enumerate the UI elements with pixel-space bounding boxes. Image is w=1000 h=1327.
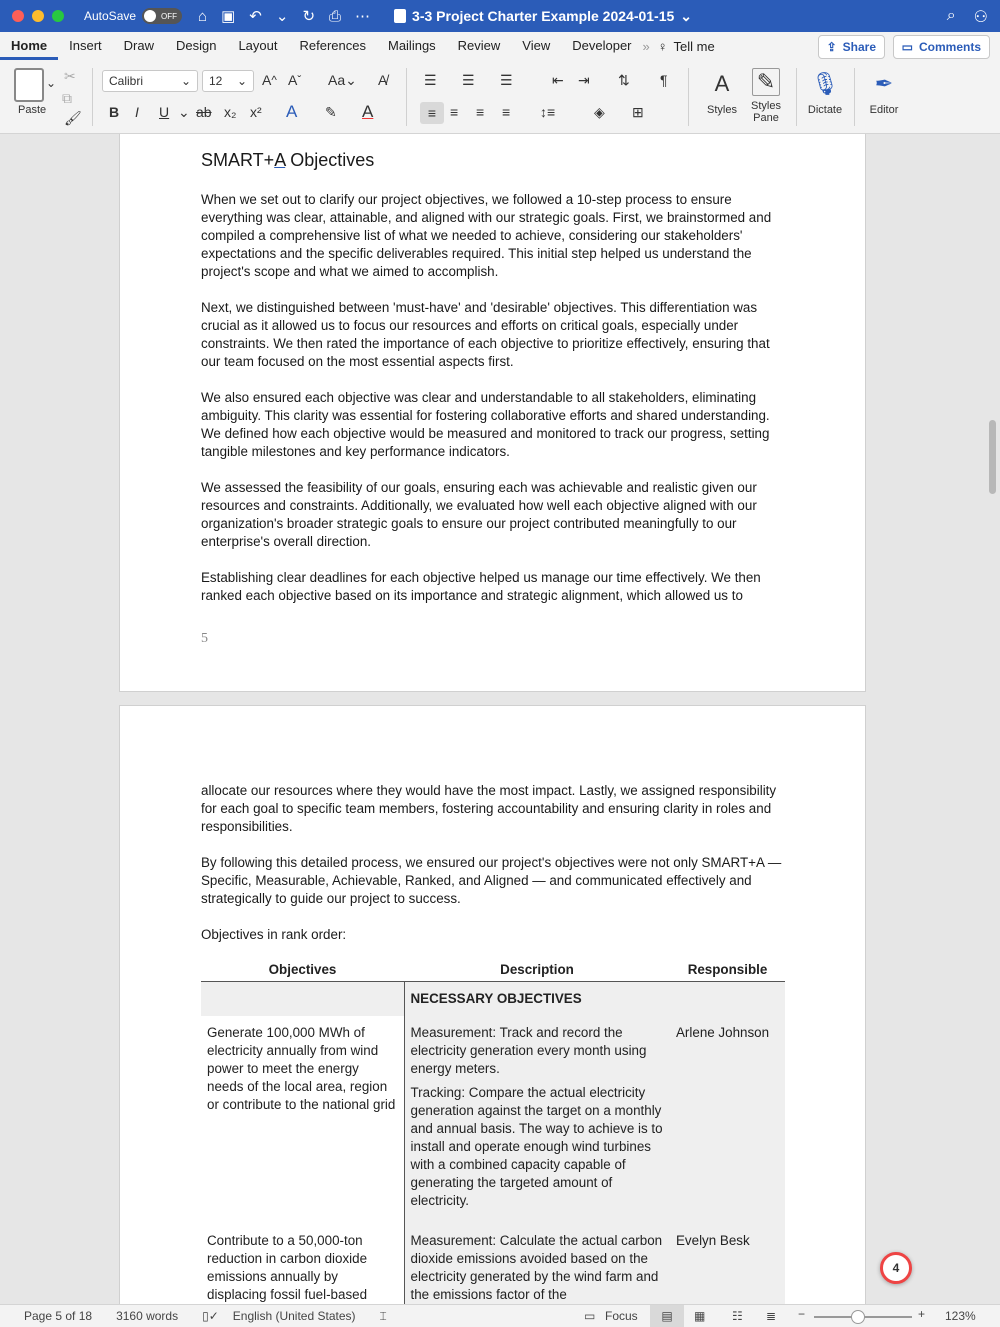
shrink-font-icon[interactable]: A ˇ [288,72,302,88]
tab-insert[interactable]: Insert [69,38,102,53]
zoom-slider-handle[interactable] [851,1310,865,1324]
page-number: 5 [201,631,208,646]
paragraph: Next, we distinguished between 'must-have' and 'desirable' objectives. This differentiation was crucial as it allowed us to focus our resources and efforts on critical goals, especially under constraints. We then rated the importance of each objective to prioritize effectively, ensuring that our team focused on the most essential aspects first. [201,300,770,369]
justify-icon[interactable]: ≡ [502,104,511,120]
increase-indent-icon[interactable]: ⇥ [578,72,590,88]
window-controls [12,10,64,22]
styles-pane-label: Styles Pane [751,100,781,124]
format-painter-icon[interactable]: 🖌 [64,110,82,126]
tab-home[interactable]: Home [0,32,58,60]
status-bar [0,1304,1000,1327]
objectives-table[interactable] [201,959,785,1304]
tell-me-label: Tell me [673,38,715,54]
focus-icon[interactable]: ▭ [584,1309,596,1323]
tab-view[interactable]: View [522,38,551,53]
table-row [201,1016,785,1224]
section-label[interactable]: NECESSARY OBJECTIVES [404,982,670,1017]
responsible-cell[interactable]: Evelyn Besk [670,1224,785,1304]
paragraph: We assessed the feasibility of our goals, ensuring each was achievable and realistic given our resources and constraints. Additionally, we evaluated how well each objective aligned with our organization's broader strategic goals to ensure our project contributed meaningfully to our enterprise's overall direction. [201,480,757,549]
font-name-value: Calibri [109,74,144,88]
section-heading [201,150,374,171]
strikethrough-icon[interactable]: ab [196,104,212,120]
styles-pane-icon: ✎ [752,68,780,96]
page-5[interactable] [119,134,866,692]
change-case-icon[interactable]: Aa⌄ [328,72,357,88]
font-size-select[interactable] [202,70,254,92]
search-icon[interactable]: ⌕ [946,7,956,24]
page-6[interactable] [119,705,866,1304]
shading-icon[interactable]: ◈ [594,104,605,120]
description-text: Measurement: Calculate the actual carbon dioxide emissions avoided based on the electricity generated by the wind farm and the emissions factor of the [410,1233,663,1302]
table-section-row [201,982,785,1017]
editor-label: Editor [869,104,899,116]
comments-label: Comments [918,40,981,54]
align-left-icon[interactable]: ≡ [420,102,444,124]
heading-part: Objectives [285,150,375,170]
more-icon[interactable]: ⋯ [355,8,371,25]
paragraph: Objectives in rank order: [201,927,347,942]
zoom-in-icon[interactable]: + [918,1307,926,1321]
highlight-icon[interactable]: ✎ [325,104,337,120]
objective-cell[interactable]: Generate 100,000 MWh of electricity annually from wind power to meet the energy needs of the local area, region or contribute to the national grid [201,1016,404,1224]
styles-label: Styles [707,104,737,116]
undo-icon[interactable]: ↶ [249,8,262,25]
more-tabs-icon[interactable]: » [642,38,650,54]
share-label: Share [842,40,876,54]
autosave-state: OFF [161,11,178,21]
description-text: Measurement: Track and record the electricity generation every month using energy meters. [410,1025,647,1076]
chevron-down-icon: ⌄ [180,74,191,88]
table-header: Objectives [201,959,404,982]
close-window-button[interactable] [12,10,24,22]
minimize-window-button[interactable] [32,10,44,22]
redo-icon[interactable]: ↻ [302,8,316,25]
chevron-down-icon: ⌄ [236,74,247,88]
page-count[interactable]: Page 5 of 18 [24,1309,93,1323]
description-text: Tracking: Compare the actual electricity generation against the target on a monthly and annual basis. The way to achieve is to install and operate enough wind turbines with a combined capacity capable of generating the targeted amount of electricity. [410,1085,663,1208]
table-cell[interactable] [201,982,404,1017]
align-center-icon[interactable]: ≡ [450,104,459,120]
clear-formatting-icon[interactable]: A̸ [378,72,388,88]
autosave-control [84,8,182,24]
proofing-icon[interactable]: ▯✓ [202,1309,219,1323]
tab-developer[interactable]: Developer [572,38,632,53]
paragraph: Establishing clear deadlines for each objective helped us manage our time effectively. We then ranked each objective based on its importance and strategic alignment, which allowed us to [201,570,761,603]
accessibility-icon[interactable]: ⌶ [379,1308,387,1323]
outline-view-icon[interactable]: ☷ [732,1309,743,1323]
font-color-icon[interactable]: A [362,102,374,121]
heading-part: A [274,150,286,170]
text-effects-icon[interactable]: A [286,102,298,121]
comments-button[interactable] [893,35,990,59]
document-title[interactable] [394,8,692,25]
print-icon[interactable]: ⎙ [329,7,342,25]
save-icon[interactable]: ▣ [221,8,236,25]
lightbulb-icon: ♀ [657,38,668,54]
align-right-icon[interactable]: ≡ [476,104,485,120]
underline-icon[interactable]: U [159,104,170,120]
ribbon-tabs [0,32,1000,60]
title-bar [0,0,1000,32]
autosave-label: AutoSave [84,9,137,23]
styles-icon: A [714,71,730,96]
table-header: Responsible [670,959,785,982]
decrease-indent-icon[interactable]: ⇤ [552,72,564,88]
numbering-icon[interactable]: ☰ [462,72,475,88]
print-layout-icon[interactable]: ▤ [650,1305,684,1327]
focus-label[interactable]: Focus [605,1309,638,1323]
tab-review[interactable]: Review [457,38,501,53]
paragraph: By following this detailed process, we ensured our project's objectives were not only SMART+A — Specific, Measurable, Achievable, Ranked, and Aligned — and communicated effectively and strategically to guide our project to success. [201,855,782,906]
sort-icon[interactable]: ⇅ [618,72,630,88]
share-button[interactable] [818,35,885,59]
comment-icon: ▭ [901,40,913,54]
editor-icon: ✒ [874,71,894,96]
zoom-out-icon[interactable]: − [798,1307,806,1321]
paragraph: allocate our resources where they would have the most impact. Lastly, we assigned responsibility for each goal to specific team members, fostering accountability and ensuring clarity in roles and responsibilities. [201,783,777,834]
language[interactable]: English (United States) [232,1309,356,1323]
document-icon [394,9,406,23]
line-spacing-icon[interactable]: ↕≡ [540,104,556,120]
tab-layout[interactable]: Layout [238,38,278,53]
chevron-down-icon[interactable]: ⌄ [46,76,57,90]
web-layout-icon[interactable]: ▦ [694,1309,706,1323]
zoom-window-button[interactable] [52,10,64,22]
autosave-toggle[interactable] [142,8,182,24]
share-icon: ⇪ [826,40,837,54]
home-icon[interactable]: ⌂ [198,7,208,25]
tab-mailings[interactable]: Mailings [387,38,436,53]
tab-draw[interactable]: Draw [123,38,154,53]
chevron-down-icon[interactable]: ⌄ [178,104,190,120]
heading-part: SMART+ [201,150,275,170]
description-cell[interactable] [404,1224,670,1304]
show-formatting-icon[interactable]: ¶ [660,72,668,88]
grow-font-icon[interactable]: A ^ [262,72,277,88]
chevron-down-icon[interactable]: ⌄ [275,8,289,25]
document-title-text: 3-3 Project Charter Example 2024-01-15 [412,8,675,24]
chevron-down-icon: ⌄ [680,7,693,24]
notification-badge[interactable]: 4 [880,1252,912,1284]
cut-icon[interactable]: ✂ [64,68,76,84]
multilevel-list-icon[interactable]: ☰ [500,72,513,88]
copy-icon[interactable]: ⧉ [62,90,72,106]
objective-cell[interactable]: Contribute to a 50,000-ton reduction in carbon dioxide emissions annually by displacing fossil fuel-based [201,1224,404,1304]
microphone-icon: 🎙 [811,71,839,96]
document-area[interactable] [0,134,1000,1304]
dictate-button[interactable] [802,68,848,116]
draft-view-icon[interactable]: ≣ [766,1309,777,1323]
tell-me[interactable] [658,39,715,54]
table-cell[interactable] [670,982,785,1017]
borders-icon[interactable]: ⊞ [632,104,644,120]
vertical-scrollbar-thumb[interactable] [989,420,996,494]
table-header: Description [404,959,670,982]
dictate-label: Dictate [807,104,843,116]
font-name-select[interactable] [102,70,198,92]
font-size-value: 12 [209,74,223,88]
bold-icon[interactable]: B [109,104,120,120]
styles-button[interactable] [700,68,744,116]
subscript-icon[interactable]: x₂ [224,104,237,120]
superscript-icon[interactable]: x² [250,104,262,120]
tab-references[interactable]: References [299,38,366,53]
word-count[interactable]: 3160 words [116,1309,179,1323]
body-text[interactable] [201,782,786,962]
tab-design[interactable]: Design [175,38,217,53]
editor-button[interactable] [862,68,906,116]
italic-icon[interactable]: I [135,104,139,120]
paragraph: When we set out to clarify our project objectives, we followed a 10-step process to ensure everything was clear, attainable, and aligned with our strategic goals. First, we brainstormed and compiled a comprehensive list of what we needed to achieve, considering our stakeholders' expectations and the specific deliverables required. This initial step helped us understand the project's scope and what we aimed to accomplish. [201,192,772,279]
description-cell[interactable] [404,1016,670,1224]
styles-pane-button[interactable] [746,68,786,124]
paste-label[interactable]: Paste [18,104,47,116]
table-row [201,1224,785,1304]
responsible-cell[interactable]: Arlene Johnson [670,1016,785,1224]
paragraph: We also ensured each objective was clear and understandable to all stakeholders, eliminating ambiguity. This clarity was essential for fostering collaborative efforts and shared understanding. We defined how each objective would be measured and monitored to track our progress, setting tangible milestones and key performance indicators. [201,390,770,459]
ribbon-toolbar [0,60,1000,134]
paste-icon[interactable] [14,68,44,102]
bullets-icon[interactable]: ☰ [424,72,437,88]
body-text[interactable] [201,191,786,623]
account-icon[interactable]: ⚇ [973,9,988,26]
zoom-level[interactable]: 123% [945,1309,976,1323]
